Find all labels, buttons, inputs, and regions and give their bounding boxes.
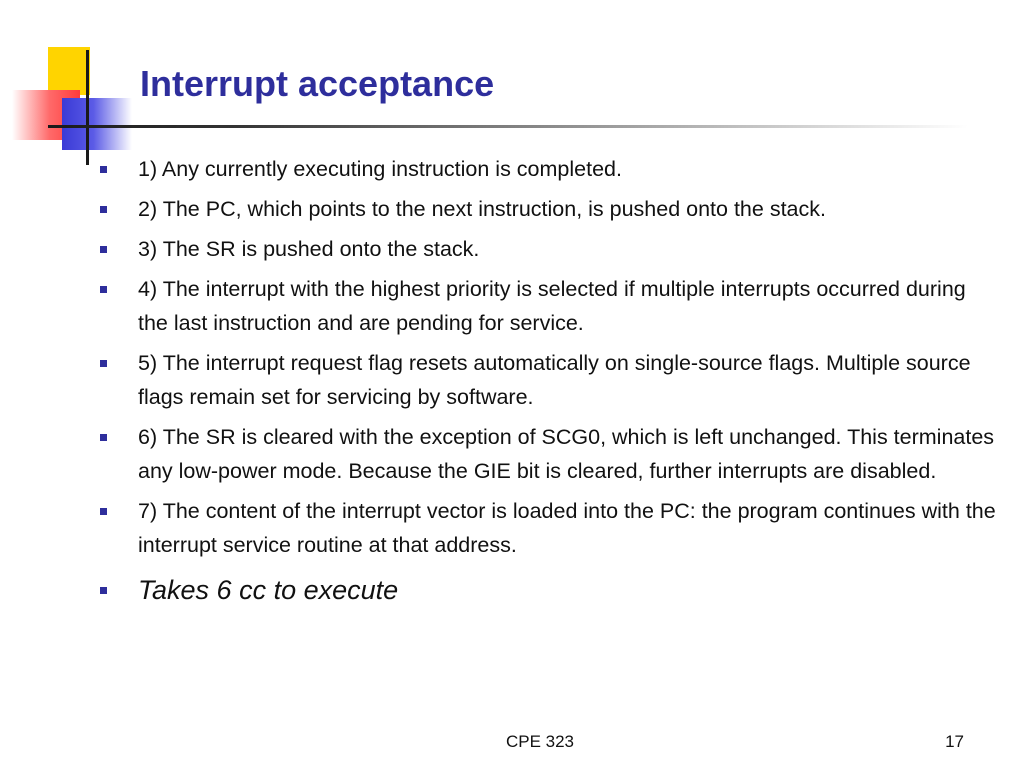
square-bullet-icon [100, 508, 107, 515]
bullet-text: 5) The interrupt request flag resets automatically on single-source flags. Multiple source flags remain set for servicing by software. [138, 351, 971, 409]
bullet-item [96, 494, 996, 562]
bullet-item [96, 152, 996, 186]
bullet-text: 2) The PC, which points to the next instruction, is pushed onto the stack. [138, 197, 826, 221]
bullet-item [96, 346, 996, 414]
bullet-text: 7) The content of the interrupt vector is loaded into the PC: the program continues with the interrupt service routine at that address. [138, 499, 996, 557]
square-bullet-icon [100, 587, 107, 594]
decorative-squares-logo [0, 0, 140, 170]
bullet-text: 6) The SR is cleared with the exception of SCG0, which is left unchanged. This terminates any low-power mode. Because the GIE bit is cleared, further interrupts are disabled. [138, 425, 995, 483]
square-bullet-icon [100, 286, 107, 293]
title-underline-divider [48, 125, 968, 128]
bullet-text: 1) Any currently executing instruction is completed. [138, 157, 622, 181]
slide-title: Interrupt acceptance [140, 63, 495, 104]
bullet-item-emphasis [96, 570, 996, 610]
bullet-text: Takes 6 cc to execute [138, 575, 399, 605]
square-bullet-icon [100, 360, 107, 367]
logo-yellow-square [48, 47, 90, 95]
square-bullet-icon [100, 246, 107, 253]
square-bullet-icon [100, 166, 107, 173]
footer-page-number: 17 [945, 732, 964, 751]
square-bullet-icon [100, 434, 107, 441]
footer-course: CPE 323 [505, 732, 575, 751]
bullet-item [96, 420, 996, 488]
logo-blue-square [62, 98, 132, 150]
bullet-item [96, 192, 996, 226]
bullet-text: 3) The SR is pushed onto the stack. [138, 237, 480, 261]
square-bullet-icon [100, 206, 107, 213]
bullet-item [96, 272, 996, 340]
logo-vertical-line [86, 50, 89, 165]
bullet-list [96, 152, 996, 616]
bullet-text: 4) The interrupt with the highest priority is selected if multiple interrupts occurred during the last instruction and are pending for service. [138, 277, 966, 335]
bullet-item [96, 232, 996, 266]
